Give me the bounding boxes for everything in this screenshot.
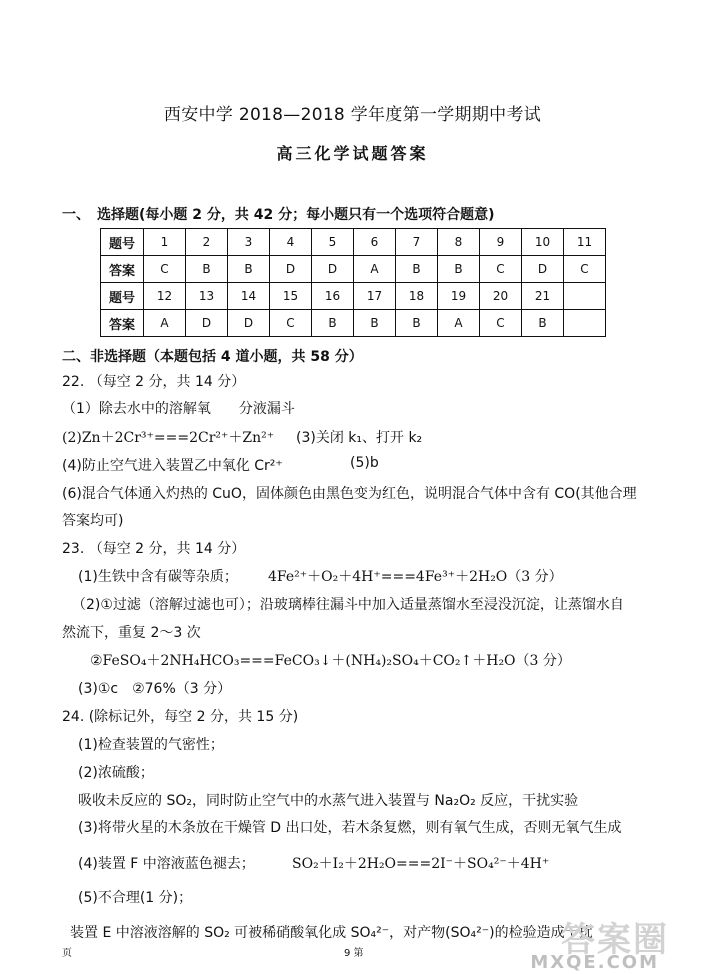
answer-table (100, 228, 606, 337)
table-cell: B (354, 310, 396, 337)
table-row (101, 256, 606, 283)
table-cell: 10 (522, 229, 564, 256)
document-title: 西安中学 2018—2018 学年度第一学期期中考试 (163, 105, 542, 125)
table-cell: B (186, 256, 228, 283)
table-cell: 20 (480, 283, 522, 310)
table-cell: 4 (270, 229, 312, 256)
q22-answer-6: (6)混合气体通入灼热的 CuO，固体颜色由黑色变为红色，说明混合气体中含有 CO(其他合理 (62, 486, 637, 502)
table-cell: 3 (228, 229, 270, 256)
q23-answer-1: (1)生铁中含有碳等杂质； (78, 569, 238, 585)
q24-answer-2-detail: 吸收未反应的 SO₂，同时防止空气中的水蒸气进入装置与 Na₂O₂ 反应，干扰实验 (78, 793, 579, 809)
table-cell (564, 310, 606, 337)
table-cell: 17 (354, 283, 396, 310)
table-cell: B (438, 256, 480, 283)
table-cell: B (396, 310, 438, 337)
table-row (101, 283, 606, 310)
table-cell: 15 (270, 283, 312, 310)
q23-answer-3: (3)①c ②76%（3 分） (78, 681, 232, 697)
page-number: 9 第 (344, 948, 364, 959)
table-cell: 19 (438, 283, 480, 310)
q24-heading: 24. (除标记外，每空 2 分，共 15 分) (62, 709, 299, 725)
watermark-text-en: MXQE.COM (530, 952, 659, 973)
table-cell: C (480, 310, 522, 337)
table-cell: D (312, 256, 354, 283)
q22-heading: 22. （每空 2 分，共 14 分） (62, 374, 246, 390)
q24-answer-1: (1)检查装置的气密性； (78, 737, 224, 753)
table-cell: 18 (396, 283, 438, 310)
q22-answer-3: (3)关闭 k₁、打开 k₂ (296, 430, 423, 446)
table-cell: D (270, 256, 312, 283)
table-cell: 5 (312, 229, 354, 256)
q22-answer-2: (2)Zn＋2Cr³⁺===2Cr²⁺＋Zn²⁺ (62, 430, 275, 446)
q24-answer-4: (4)装置 F 中溶液蓝色褪去； (78, 856, 255, 872)
q22-answer-1: （1）除去水中的溶解氧 分液漏斗 (62, 401, 295, 417)
table-cell: D (522, 256, 564, 283)
table-cell: C (270, 310, 312, 337)
q24-equation: SO₂＋I₂＋2H₂O===2I⁻＋SO₄²⁻＋4H⁺ (292, 856, 550, 872)
row-label: 答案 (101, 256, 144, 283)
table-cell: 12 (144, 283, 186, 310)
table-cell: 13 (186, 283, 228, 310)
q23-answer-2: （2)①过滤（溶解过滤也可）；沿玻璃棒往漏斗中加入适量蒸馏水至浸没沉淀，让蒸馏水自 (72, 597, 624, 613)
table-cell: B (522, 310, 564, 337)
q24-answer-2: (2)浓硫酸； (78, 765, 154, 781)
table-cell: 2 (186, 229, 228, 256)
table-cell: 7 (396, 229, 438, 256)
document-subtitle: 高三化学试题答案 (276, 144, 429, 163)
q22-answer-4: (4)防止空气进入装置乙中氧化 Cr²⁺ (62, 458, 283, 474)
q24-answer-5-detail: 装置 E 中溶液溶解的 SO₂ 可被稀硝酸氧化成 SO₄²⁻，对产物(SO₄²⁻)的检验造成干扰 (70, 925, 593, 941)
row-label: 答案 (101, 310, 144, 337)
table-cell: B (312, 310, 354, 337)
row-label: 题号 (101, 229, 144, 256)
table-cell: C (144, 256, 186, 283)
section-1-heading: 一、 选择题(每小题 2 分，共 42 分；每小题只有一个选项符合题意) (62, 207, 495, 223)
table-row (101, 310, 606, 337)
q23-answer-2-cont: 然流下，重复 2～3 次 (62, 625, 201, 641)
q23-equation-1: 4Fe²⁺＋O₂＋4H⁺===4Fe³⁺＋2H₂O（3 分） (268, 569, 563, 585)
table-cell: 8 (438, 229, 480, 256)
watermark-text-cn: 答案圈 (561, 920, 669, 960)
table-cell: D (186, 310, 228, 337)
table-cell: C (564, 256, 606, 283)
table-cell: B (396, 256, 438, 283)
q22-answer-6-cont: 答案均可) (62, 513, 124, 529)
table-cell: 14 (228, 283, 270, 310)
table-cell: 9 (480, 229, 522, 256)
footer-left: 页 (62, 948, 72, 959)
table-cell: B (228, 256, 270, 283)
table-cell: A (144, 310, 186, 337)
table-cell: A (438, 310, 480, 337)
section-2-heading: 二、非选择题（本题包括 4 道小题，共 58 分） (62, 349, 363, 365)
q24-answer-5: (5)不合理(1 分)； (78, 890, 193, 906)
q23-equation-2: ②FeSO₄＋2NH₄HCO₃===FeCO₃↓＋(NH₄)₂SO₄＋CO₂↑＋H₂O（3 分） (90, 653, 571, 669)
table-cell: D (228, 310, 270, 337)
row-label: 题号 (101, 283, 144, 310)
table-cell: 21 (522, 283, 564, 310)
table-cell (564, 283, 606, 310)
table-cell: 16 (312, 283, 354, 310)
q23-heading: 23. （每空 2 分，共 14 分） (62, 541, 246, 557)
q22-answer-5: (5)b (350, 455, 379, 471)
table-cell: 1 (144, 229, 186, 256)
table-cell: A (354, 256, 396, 283)
watermark-logo (487, 912, 687, 974)
table-cell: C (480, 256, 522, 283)
table-row (101, 229, 606, 256)
q24-answer-3: (3)将带火星的木条放在干燥管 D 出口处，若木条复燃，则有氧气生成，否则无氧气生成 (78, 820, 622, 836)
table-cell: 6 (354, 229, 396, 256)
table-cell: 11 (564, 229, 606, 256)
